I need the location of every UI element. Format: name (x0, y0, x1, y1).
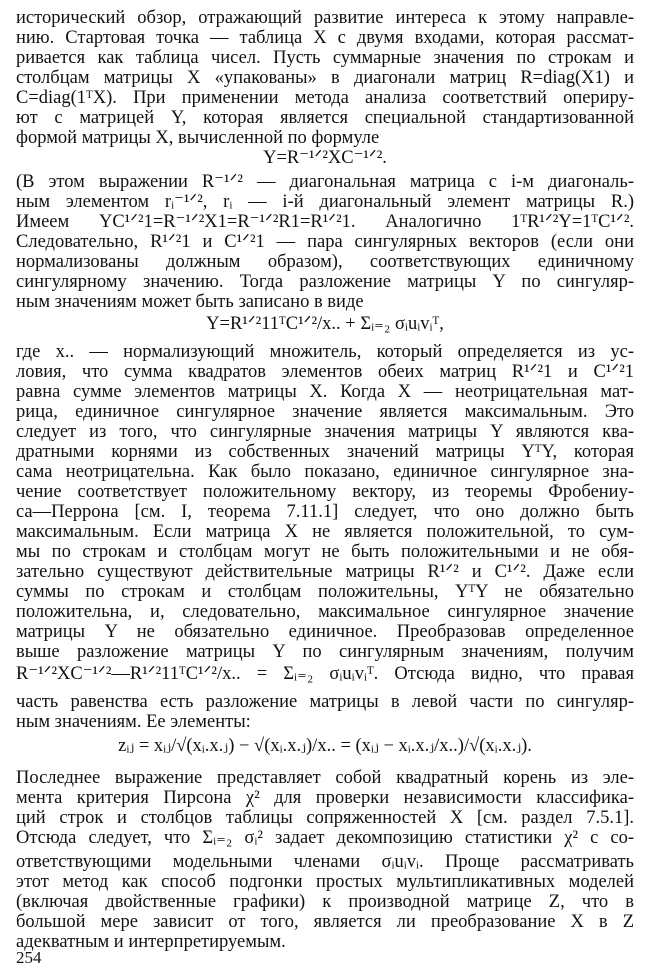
text-line: суммы по строкам и столбцам положительны, YᵀY не обязательно (16, 582, 634, 602)
text-line: Y=R¹ᐟ²11ᵀC¹ᐟ²/x.. + Σᵢ₌₂ σᵢuᵢvᵢᵀ, (206, 314, 444, 334)
text-line: Имеем YC¹ᐟ²1=R⁻¹ᐟ²X1=R⁻¹ᐟ²R1=R¹ᐟ²1. Аналогично 1ᵀR¹ᐟ²Y=1ᵀC¹ᐟ². (16, 212, 634, 232)
text-line: ным элементом rᵢ⁻¹ᐟ², rᵢ — i-й диагональный элемент матрицы R.) (16, 192, 634, 212)
text-line: ривается как таблица чисел. Пусть суммарные значения по строкам и (16, 48, 634, 68)
text-line: ным значениям. Ее элементы: (16, 712, 251, 732)
text-line: равна сумме элементов матрицы X. Когда X — неотрицательная мат- (16, 382, 634, 402)
text-line: часть равенства есть разложение матрицы в левой части по сингуляр- (16, 692, 634, 712)
text-line: са—Перрона [см. I, теорема 7.11.1] следует, что оно должно быть (16, 502, 634, 522)
text-line: ловия, что сумма квадратов элементов обеих матриц R¹ᐟ²1 и C¹ᐟ²1 (16, 362, 634, 382)
text-line: нию. Стартовая точка — таблица X с двумя входами, которая рассмат- (16, 28, 634, 48)
text-line: максимальным. Если матрица X не является положительной, то сум- (16, 522, 634, 542)
text-line: этот метод как способ подгонки простых мультипликативных моделей (16, 872, 634, 892)
text-line: зательно существуют действительные матрицы R¹ᐟ² и C¹ᐟ². Даже если (16, 562, 634, 582)
page-number: 254 (16, 948, 42, 967)
text-line: ют с матрицей Y, которая является специальной стандартизованной (16, 108, 634, 128)
text-line: zᵢⱼ = xᵢⱼ/√(xᵢ.x.ⱼ) − √(xᵢ.x.ⱼ)/x.. = (xᵢⱼ − xᵢ.x.ⱼ/x..)/√(xᵢ.x.ⱼ). (118, 736, 532, 756)
text-line: (включая двойственные графики) к производной матрице Z, что в (16, 892, 634, 912)
text-line: C=diag(1ᵀX). При применении метода анализа соответствий опериру- (16, 88, 634, 108)
text-line: дратными корнями из собственных значений матрицы YᵀY, которая (16, 442, 634, 462)
text-line: сама неотрицательна. Как было показано, единичное сингулярное зна- (16, 462, 634, 482)
text-line: выше разложение матрицы Y по сингулярным значениям, получим (16, 642, 634, 662)
text-line: R⁻¹ᐟ²XC⁻¹ᐟ²—R¹ᐟ²11ᵀC¹ᐟ²/x.. = Σᵢ₌₂ σᵢuᵢvᵢᵀ. Отсюда видно, что правая (16, 664, 634, 684)
text-line: адекватным и интерпретируемым. (16, 932, 286, 952)
text-line: исторический обзор, отражающий развитие интереса к этому направле- (16, 8, 634, 28)
text-line: положительна, и, следовательно, максимальное сингулярное значение (16, 602, 634, 622)
text-line: Последнее выражение представляет собой квадратный корень из эле- (16, 768, 634, 788)
text-line: нормализованы должным образом), соответствующих единичному (16, 252, 634, 272)
text-line: сингулярному значению. Тогда разложение матрицы Y по сингуляр- (16, 272, 634, 292)
text-line: Отсюда следует, что Σᵢ₌₂ σᵢ² задает декомпозицию статистики χ² с со- (16, 828, 634, 848)
text-line: ций строк и столбцов таблицы сопряженностей X [см. раздел 7.5.1]. (16, 808, 634, 828)
text-line: мы по строкам и столбцам могут не быть положительными и не обя- (16, 542, 634, 562)
text-line: (В этом выражении R⁻¹ᐟ² — диагональная матрица с i-м диагональ- (16, 172, 634, 192)
text-line: формой матрицы X, вычисленной по формуле (16, 128, 380, 148)
text-line: Следовательно, R¹ᐟ²1 и C¹ᐟ²1 — пара сингулярных векторов (если они (16, 232, 634, 252)
text-line: чение соответствует положительному вектору, из теоремы Фробениу- (16, 482, 634, 502)
text-line: матрицы Y не обязательно единичное. Преобразовав определенное (16, 622, 634, 642)
text-line: ным значениям может быть записано в виде (16, 292, 364, 312)
text-line: столбцам матрицы X «упакованы» в диагонали матриц R=diag(X1) и (16, 68, 634, 88)
text-line: следует из того, что сингулярные значения матрицы Y являются ква- (16, 422, 634, 442)
text-line: где x.. — нормализующий множитель, который определяется из ус- (16, 342, 634, 362)
text-line: Y=R⁻¹ᐟ²XC⁻¹ᐟ². (263, 148, 387, 168)
text-line: большой мере зависит от того, является ли преобразование X в Z (16, 912, 634, 932)
text-line: ответствующими модельными членами σᵢuᵢvᵢ. Проще рассматривать (16, 852, 634, 872)
text-line: рица, единичное сингулярное значение является максимальным. Это (16, 402, 634, 422)
text-line: мента критерия Пирсона χ² для проверки независимости классифика- (16, 788, 634, 808)
